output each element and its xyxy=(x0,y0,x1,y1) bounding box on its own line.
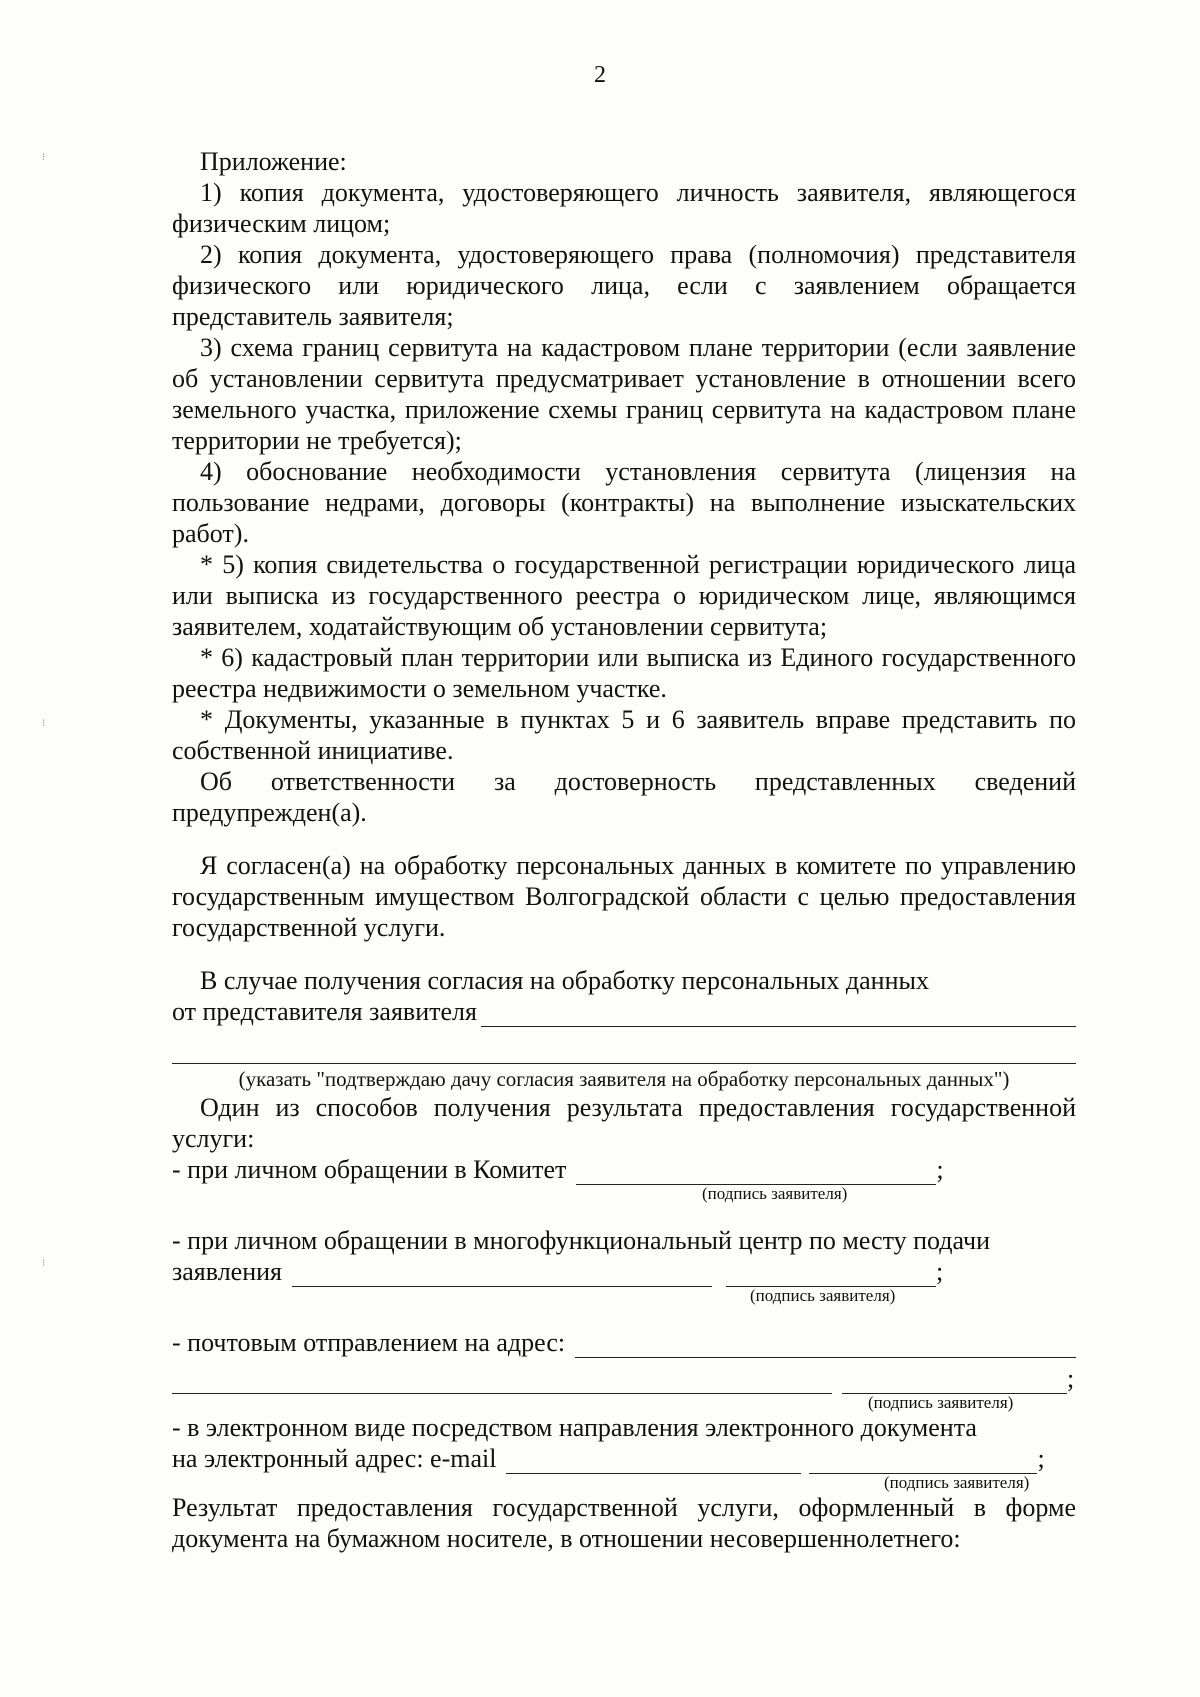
attachment-item: 4) обоснование необходимости установления сервитута (лицензия на пользование недрами, договоры (контракты) на выполнение изыскательских работ). xyxy=(172,457,1076,548)
mfc-address-field[interactable] xyxy=(292,1262,712,1287)
signature-note: (подпись заявителя) xyxy=(884,1473,1030,1492)
representative-note: (указать "подтверждаю дачу согласия заявителя на обработку персональных данных") xyxy=(238,1067,1010,1091)
electronic-signature-field[interactable] xyxy=(809,1449,1037,1474)
postal-address-field[interactable] xyxy=(575,1333,1076,1358)
representative-consent-text: В случае получения согласия на обработку персональных данных xyxy=(200,966,929,995)
signature-note: (подпись заявителя) xyxy=(702,1184,848,1203)
method-mfc-label: - при личном обращении в многофункциональный центр по месту подачи xyxy=(172,1226,990,1255)
scan-mark: ⁝ xyxy=(42,1258,46,1269)
method-postal-label: - почтовым отправлением на адрес: xyxy=(172,1328,566,1357)
representative-row xyxy=(172,996,1076,1027)
representative-field[interactable] xyxy=(481,1002,1076,1027)
email-field[interactable] xyxy=(506,1449,801,1474)
postal-address-field-continued[interactable] xyxy=(172,1369,832,1394)
scan-mark: ⁝ xyxy=(42,152,46,163)
mfc-signature-field[interactable] xyxy=(726,1262,936,1287)
method-electronic-label-continued: на электронный адрес: e-mail xyxy=(172,1444,497,1473)
attachment-item: * 5) копия свидетельства о государственной регистрации юридического лица или выписка из государственного реестра о юридическом лице, являющимся заявителем, ходатайствующим об установлении сервитута; xyxy=(172,550,1076,641)
consent-statement: Я согласен(а) на обработку персональных данных в комитете по управлению государственным имуществом Волгоградской области с целью предоставления государственной услуги. xyxy=(172,851,1076,942)
attachments-heading: Приложение: xyxy=(200,147,347,176)
attachment-item: 3) схема границ сервитута на кадастровом плане территории (если заявление об установлении сервитута предусматривает установление в отношении всего земельного участка, приложение схемы границ сервитута на кадастровом плане территории не требуется); xyxy=(172,333,1076,455)
method-in-person-label: - при личном обращении в Комитет xyxy=(172,1155,567,1184)
method-in-person-row xyxy=(172,1154,1076,1185)
signature-note: (подпись заявителя) xyxy=(750,1286,896,1305)
method-postal-row xyxy=(172,1327,1076,1358)
responsibility-statement: Об ответственности за достоверность представленных сведений предупрежден(а). xyxy=(172,767,1076,827)
terminator: ; xyxy=(936,1155,944,1184)
terminator: ; xyxy=(1037,1444,1045,1473)
scan-mark: ⁝ xyxy=(42,718,46,729)
representative-field-continued[interactable] xyxy=(172,1027,1076,1064)
terminator: ; xyxy=(936,1257,944,1286)
postal-signature-field[interactable] xyxy=(842,1369,1067,1394)
postal-row-continued xyxy=(172,1358,1076,1394)
attachment-footnote: * Документы, указанные в пунктах 5 и 6 заявитель вправе представить по собственной инициативе. xyxy=(172,705,1076,765)
attachment-item: 1) копия документа, удостоверяющего личность заявителя, являющегося физическим лицом; xyxy=(172,178,1076,238)
method-electronic-label: - в электронном виде посредством направления электронного документа xyxy=(172,1413,977,1442)
method-mfc-label-continued: заявления xyxy=(172,1257,283,1286)
attachment-item: * 6) кадастровый план территории или выписка из Единого государственного реестра недвижимости о земельном участке. xyxy=(172,643,1076,703)
method-mfc-row xyxy=(172,1256,1076,1287)
terminator: ; xyxy=(1067,1364,1075,1393)
document-body xyxy=(172,146,1076,1554)
in-person-signature-field[interactable] xyxy=(576,1160,936,1185)
method-electronic-row xyxy=(172,1443,1076,1474)
attachment-item: 2) копия документа, удостоверяющего права (полномочия) представителя физического или юридического лица, если с заявлением обращается представитель заявителя; xyxy=(172,240,1076,331)
result-statement: Результат предоставления государственной услуги, оформленный в форме документа на бумажном носителе, в отношении несовершеннолетнего: xyxy=(172,1493,1076,1553)
page-number: 2 xyxy=(594,62,606,88)
methods-heading: Один из способов получения результата предоставления государственной услуги: xyxy=(172,1093,1076,1153)
signature-note: (подпись заявителя) xyxy=(868,1393,1014,1412)
representative-label: от представителя заявителя xyxy=(172,997,477,1026)
